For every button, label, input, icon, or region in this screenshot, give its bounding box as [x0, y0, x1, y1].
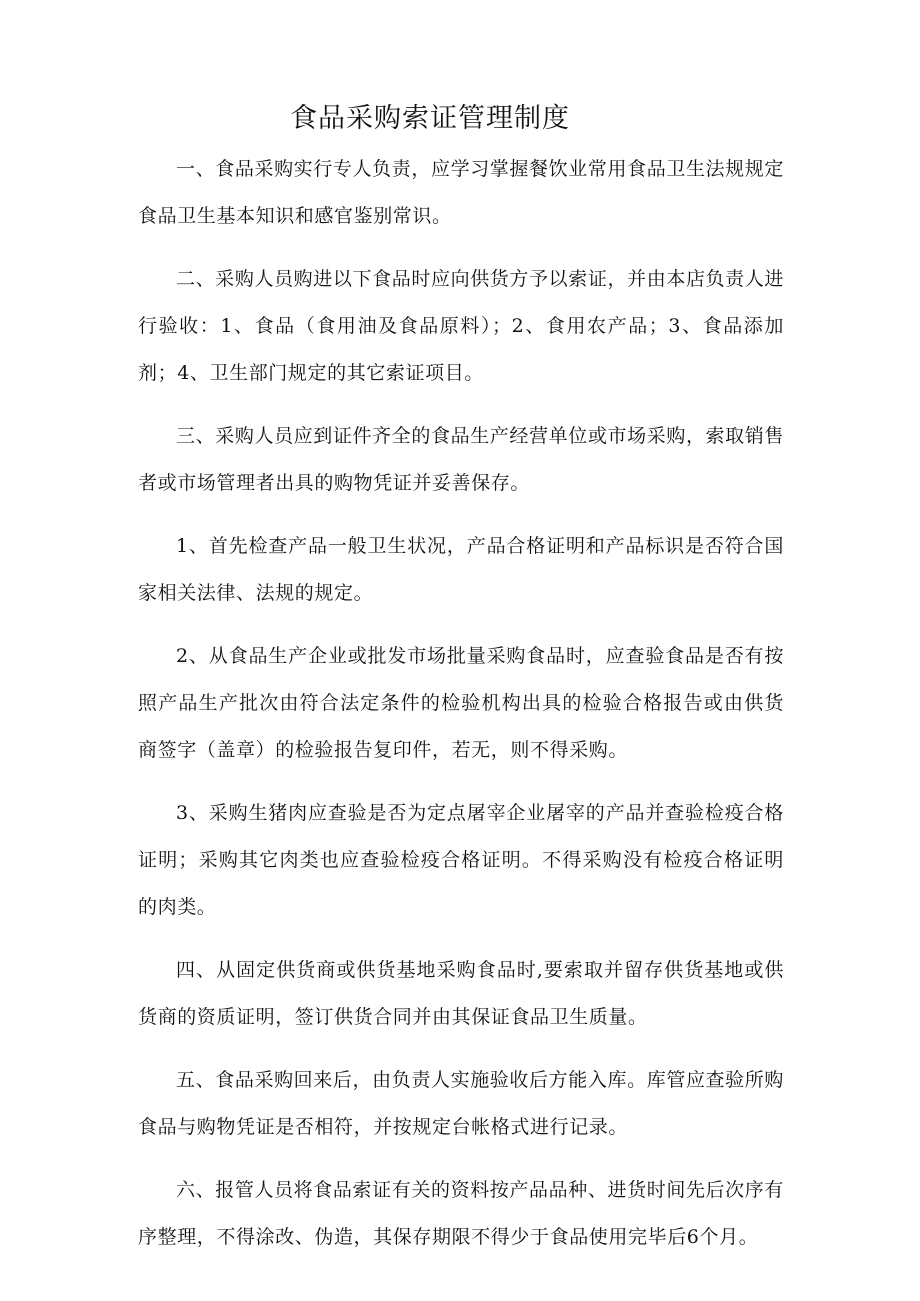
- paragraph-4: 四、从固定供货商或供货基地采购食品时,要索取并留存供货基地或供货商的资质证明，签订供货合同并由其保证食品卫生质量。: [138, 959, 784, 1028]
- paragraph-6: 六、报管人员将食品索证有关的资料按产品品种、进货时间先后次序有序整理，不得涂改、伪造，其保存期限不得少于食品使用完毕后6个月。: [138, 1179, 784, 1248]
- paragraph-5: 五、食品采购回来后，由负责人实施验收后方能入库。库管应查验所购食品与购物凭证是否相符，并按规定台帐格式进行记录。: [138, 1069, 784, 1138]
- paragraph-3: 三、采购人员应到证件齐全的食品生产经营单位或市场采购，索取销售者或市场管理者出具的购物凭证并妥善保存。: [138, 425, 784, 494]
- paragraph-3-3: 3、采购生猪肉应查验是否为定点屠宰企业屠宰的产品并查验检疫合格证明；采购其它肉类也应查验检疫合格证明。不得采购没有检疫合格证明的肉类。: [138, 802, 784, 918]
- paragraph-3-2: 2、从食品生产企业或批发市场批量采购食品时，应查验食品是否有按照产品生产批次由符合法定条件的检验机构出具的检验合格报告或由供货商签字（盖章）的检验报告复印件，若无，则不得采购。: [138, 645, 784, 761]
- document-body: [138, 146, 784, 1277]
- paragraph-2: 二、采购人员购进以下食品时应向供货方予以索证，并由本店负责人进行验收：1、食品（食用油及食品原料）；2、食用农产品；3、食品添加剂；4、卫生部门规定的其它索证项目。: [138, 268, 784, 384]
- paragraph-3-1: 1、首先检查产品一般卫生状况，产品合格证明和产品标识是否符合国家相关法律、法规的规定。: [138, 535, 784, 604]
- paragraph-1: 一、食品采购实行专人负责，应学习掌握餐饮业常用食品卫生法规规定食品卫生基本知识和感官鉴别常识。: [138, 158, 784, 227]
- document-title: 食品采购索证管理制度: [290, 103, 570, 134]
